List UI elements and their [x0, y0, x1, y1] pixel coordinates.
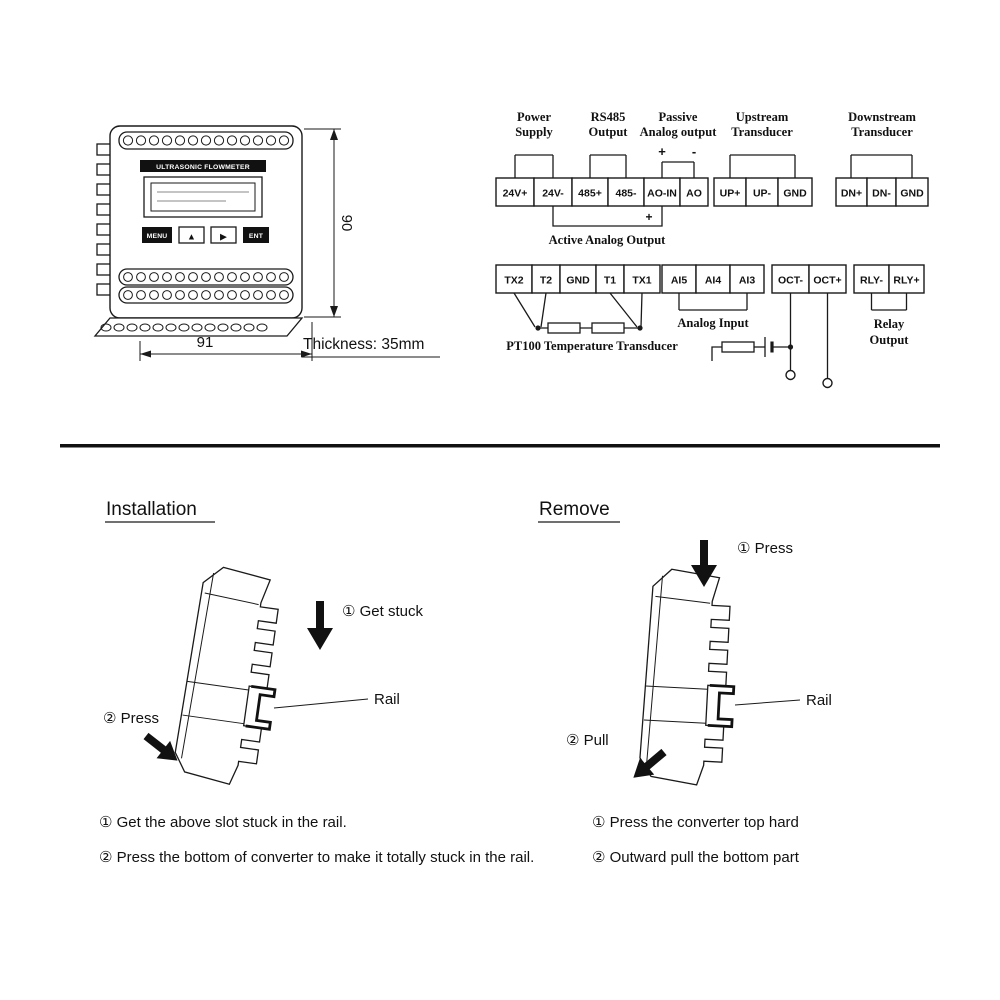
svg-text:Power: Power: [516, 110, 552, 124]
terminal-up-plus: [714, 178, 746, 206]
terminal-ai3: [730, 265, 764, 293]
terminal-t1: [596, 265, 624, 293]
device-front-view: [95, 126, 440, 361]
terminal-ai4: [696, 265, 730, 293]
power-supply-label: [515, 110, 554, 178]
pt100-circuit: [506, 293, 678, 353]
active-analog-label: Active Analog Output: [548, 233, 666, 247]
terminal-gnd-pt100: [560, 265, 596, 293]
terminal-dn-gnd: [896, 178, 928, 206]
terminal-485-plus: [572, 178, 608, 206]
section-divider: [60, 444, 940, 448]
pt100-label: PT100 Temperature Transducer: [506, 339, 678, 353]
svg-text:DN+: DN+: [840, 187, 863, 200]
rs485-output-label: [589, 110, 629, 178]
remove-note-1: ① Press the converter top hard: [592, 814, 799, 831]
svg-text:Upstream: Upstream: [735, 110, 789, 124]
rail-leader-line: [274, 699, 368, 708]
heatsink-fins: [97, 144, 111, 295]
active-analog-output-callout: [549, 206, 667, 247]
svg-text:Relay: Relay: [873, 317, 905, 331]
terminal-up-gnd: [778, 178, 812, 206]
pt100-resistor-2: [592, 323, 624, 333]
terminal-up-minus: [746, 178, 778, 206]
svg-text:T2: T2: [539, 274, 553, 287]
svg-text:AI4: AI4: [704, 274, 722, 287]
device-nameplate: [140, 160, 266, 172]
remove-note-2: ② Outward pull the bottom part: [592, 849, 799, 866]
oct-plus-output-terminal: [823, 379, 832, 388]
terminal-oct-minus: [772, 265, 809, 293]
passive-analog-label: [640, 110, 718, 178]
get-stuck-arrow: [307, 601, 333, 650]
svg-text:Transducer: Transducer: [731, 125, 793, 139]
svg-text:GND: GND: [783, 187, 807, 200]
svg-text:485+: 485+: [578, 187, 602, 200]
thickness-label: Thickness: 35mm: [303, 336, 425, 353]
terminal-t2: [532, 265, 560, 293]
svg-text:485-: 485-: [615, 187, 637, 200]
ent-button: [243, 227, 269, 243]
press-label-remove: ① Press: [737, 540, 793, 557]
svg-text:T1: T1: [603, 274, 617, 287]
remove-section: [538, 499, 832, 787]
installation-title: Installation: [106, 499, 197, 520]
device-title: ULTRASONIC FLOWMETER: [156, 164, 250, 171]
downstream-transducer-label: [848, 110, 916, 178]
active-analog-plus-sign: +: [645, 210, 653, 224]
svg-text:OCT+: OCT+: [813, 274, 842, 287]
terminal-dn-plus: [836, 178, 867, 206]
rail-label-remove: Rail: [806, 692, 832, 709]
terminal-group-labels: [515, 110, 916, 178]
oct-minus-output-terminal: [786, 371, 795, 380]
terminal-tx1: [624, 265, 660, 293]
terminal-24v-plus: [496, 178, 534, 206]
svg-text:RLY-: RLY-: [860, 274, 883, 287]
svg-text:OCT-: OCT-: [777, 274, 804, 287]
right-arrow-button: [211, 227, 236, 243]
svg-text:▶: ▶: [220, 231, 227, 242]
oct-resistor: [722, 342, 754, 352]
passive-plus-sign: +: [658, 144, 666, 159]
height-dim-label: 90: [338, 214, 355, 232]
svg-text:AO: AO: [686, 187, 702, 200]
analog-input-callout: [677, 293, 749, 330]
install-note-1: ① Get the above slot stuck in the rail.: [99, 814, 347, 831]
svg-text:GND: GND: [900, 187, 924, 200]
svg-text:Analog output: Analog output: [639, 125, 717, 139]
relay-output-callout: [870, 293, 910, 347]
terminal-rly-plus: [889, 265, 924, 293]
remove-module-drawing: [639, 568, 740, 786]
rail-leader-line-remove: [735, 700, 800, 705]
svg-text:Downstream: Downstream: [848, 110, 916, 124]
press-label-install: ② Press: [103, 710, 159, 727]
svg-text:GND: GND: [566, 274, 590, 287]
terminal-24v-minus: [534, 178, 572, 206]
rail-label-install: Rail: [374, 691, 400, 708]
upstream-transducer-label: [730, 110, 795, 178]
get-stuck-label: ① Get stuck: [342, 603, 423, 620]
terminal-ai5: [662, 265, 696, 293]
terminal-ao-in: [644, 178, 680, 206]
wiring-diagram: [496, 110, 928, 388]
terminal-tx2: [496, 265, 532, 293]
remove-title: Remove: [539, 499, 610, 520]
svg-text:MENU: MENU: [146, 233, 168, 240]
svg-text:Output: Output: [869, 333, 909, 347]
svg-text:ENT: ENT: [248, 233, 264, 240]
installation-module-drawing: [172, 564, 291, 788]
svg-text:TX1: TX1: [632, 274, 652, 287]
terminal-row-1: [496, 178, 928, 206]
passive-minus-sign: -: [691, 144, 697, 159]
up-arrow-button: [179, 227, 204, 243]
menu-button: [142, 227, 172, 243]
terminal-row-2: [496, 265, 924, 293]
svg-text:RS485: RS485: [590, 110, 626, 124]
svg-text:▲: ▲: [187, 231, 196, 242]
terminal-oct-plus: [809, 265, 846, 293]
svg-text:DN-: DN-: [872, 187, 891, 200]
svg-text:24V-: 24V-: [542, 187, 564, 200]
pt100-resistor-1: [548, 323, 580, 333]
thickness-note: [302, 336, 440, 357]
svg-text:Supply: Supply: [515, 125, 553, 139]
svg-text:TX2: TX2: [504, 274, 524, 287]
svg-text:AI5: AI5: [670, 274, 688, 287]
instruction-notes: [99, 814, 800, 866]
terminal-rly-minus: [854, 265, 889, 293]
svg-text:UP-: UP-: [752, 187, 772, 200]
terminal-dn-minus: [867, 178, 896, 206]
install-note-2: ② Press the bottom of converter to make it totally stuck in the rail.: [99, 849, 535, 866]
width-dim-label: 91: [196, 334, 214, 351]
svg-text:Output: Output: [588, 125, 628, 139]
terminal-485-minus: [608, 178, 644, 206]
svg-text:Transducer: Transducer: [851, 125, 913, 139]
analog-input-label: Analog Input: [677, 316, 749, 330]
svg-text:UP+: UP+: [719, 187, 741, 200]
pull-label-remove: ② Pull: [566, 732, 609, 749]
dimension-height: [304, 129, 355, 317]
top-terminal-strip: [119, 132, 293, 149]
svg-text:AO-IN: AO-IN: [647, 187, 677, 200]
svg-text:AI3: AI3: [738, 274, 756, 287]
svg-text:RLY+: RLY+: [893, 274, 920, 287]
terminal-ao: [680, 178, 708, 206]
installation-section: [103, 499, 423, 789]
svg-text:24V+: 24V+: [502, 187, 528, 200]
oct-test-circuit: [712, 293, 832, 388]
svg-text:Passive: Passive: [658, 110, 698, 124]
lcd-display: [144, 177, 262, 217]
